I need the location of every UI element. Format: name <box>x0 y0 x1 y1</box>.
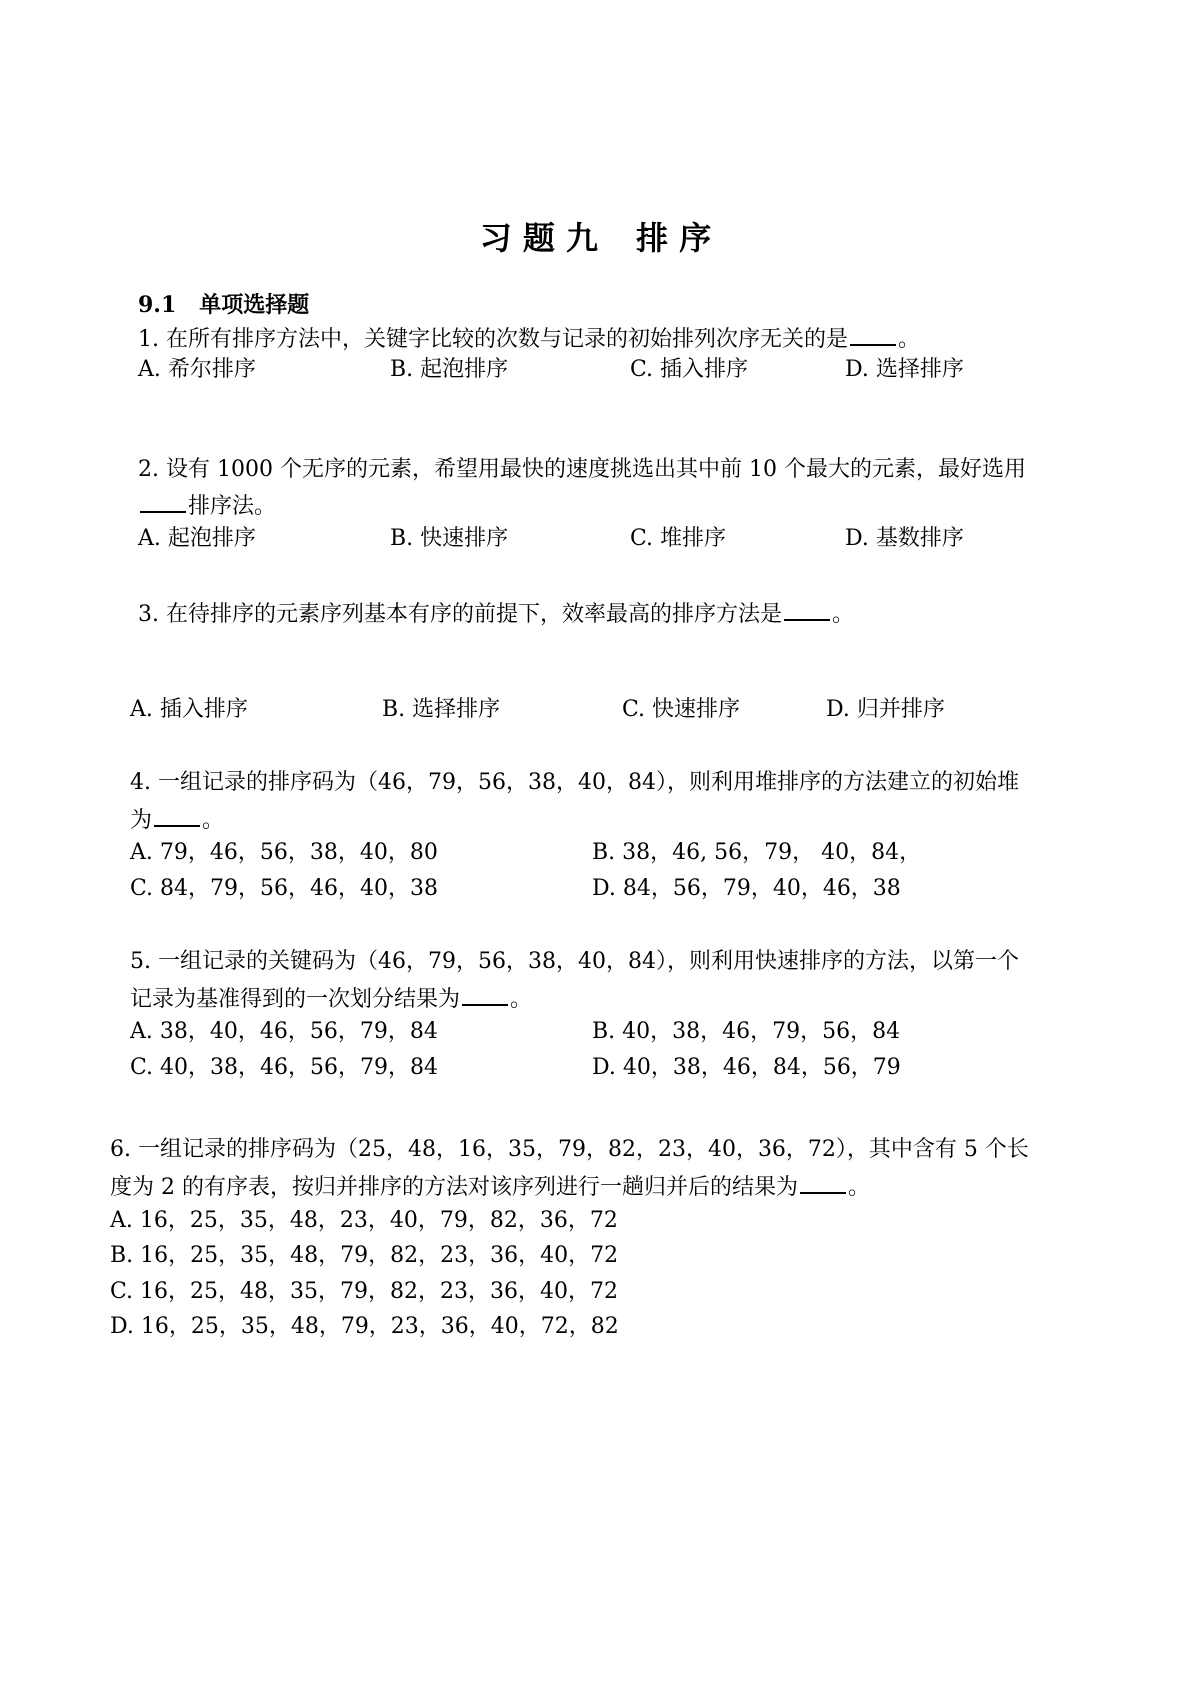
q5-blank <box>462 982 508 1006</box>
title-part-2: 排 序 <box>636 219 712 257</box>
q5-stem-line2 <box>130 982 532 1015</box>
q6-stem-line2 <box>110 1170 870 1203</box>
q1-stem-text: 1. 在所有排序方法中，关键字比较的次数与记录的初始排列次序无关的是 <box>138 327 848 352</box>
q1-stem <box>138 322 920 355</box>
q4-option-b: B. 38，46, 56，79， 40，84， <box>592 840 922 865</box>
q1-option-a: A. 希尔排序 <box>138 357 256 382</box>
q4-stem-line2 <box>130 803 224 836</box>
q5-option-d: D. 40，38，46，84，56，79 <box>592 1055 901 1080</box>
q1-blank <box>850 322 896 346</box>
q6-blank <box>800 1170 846 1194</box>
q3-stem-text: 3. 在待排序的元素序列基本有序的前提下，效率最高的排序方法是 <box>138 602 782 627</box>
q3-option-c: C. 快速排序 <box>622 697 741 722</box>
q2-option-d: D. 基数排序 <box>845 526 964 551</box>
q4-option-a: A. 79，46，56，38，40，80 <box>130 840 438 865</box>
q2-stem-line1: 2. 设有 1000 个无序的元素，希望用最快的速度挑选出其中前 10 个最大的元素，最好选用 <box>138 457 1026 482</box>
q2-option-b: B. 快速排序 <box>390 526 509 551</box>
q6-stem-line1: 6. 一组记录的排序码为（25，48，16，35，79，82，23，40，36，72），其中含有 5 个长 <box>110 1137 1029 1162</box>
section-heading <box>138 290 309 320</box>
q2-blank <box>140 489 186 513</box>
q3-option-a: A. 插入排序 <box>130 697 248 722</box>
q4-stem-line1: 4. 一组记录的排序码为（46，79，56，38，40，84），则利用堆排序的方法建立的初始堆 <box>130 770 1019 795</box>
q4-option-d: D. 84，56，79，40，46，38 <box>592 876 901 901</box>
q3-option-d: D. 归并排序 <box>826 697 945 722</box>
q4-stem-wei: 为 <box>130 808 153 833</box>
q2-stem-end: 排序法。 <box>188 494 277 519</box>
q3-stem-end: 。 <box>832 602 855 627</box>
q5-stem-text: 记录为基准得到的一次划分结果为 <box>130 987 461 1012</box>
q6-option-b: B. 16，25，35，48，79，82，23，36，40，72 <box>110 1243 619 1268</box>
q2-option-a: A. 起泡排序 <box>138 526 256 551</box>
q3-blank <box>784 597 830 621</box>
q1-option-b: B. 起泡排序 <box>390 357 509 382</box>
section-name: 单项选择题 <box>199 292 310 318</box>
q2-stem-line2 <box>138 489 276 522</box>
section-number: 9.1 <box>138 292 177 318</box>
q5-stem-line1: 5. 一组记录的关键码为（46，79，56，38，40，84），则利用快速排序的方法，以第一个 <box>130 949 1019 974</box>
q4-option-c: C. 84，79，56，46，40，38 <box>130 876 439 901</box>
q5-option-b: B. 40，38，46，79，56，84 <box>592 1019 901 1044</box>
q3-stem <box>138 597 854 630</box>
q1-option-d: D. 选择排序 <box>845 357 964 382</box>
q4-blank <box>154 803 200 827</box>
q3-option-b: B. 选择排序 <box>382 697 501 722</box>
q6-option-d: D. 16，25，35，48，79，23，36，40，72，82 <box>110 1314 619 1339</box>
q5-option-a: A. 38，40，46，56，79，84 <box>130 1019 438 1044</box>
q2-option-c: C. 堆排序 <box>630 526 727 551</box>
q5-option-c: C. 40，38，46，56，79，84 <box>130 1055 439 1080</box>
q6-stem-text: 度为 2 的有序表，按归并排序的方法对该序列进行一趟归并后的结果为 <box>110 1175 798 1200</box>
title-part-1: 习 题 九 <box>479 219 599 257</box>
q1-stem-end: 。 <box>898 327 921 352</box>
q6-option-c: C. 16，25，48，35，79，82，23，36，40，72 <box>110 1279 618 1304</box>
q6-stem-end: 。 <box>848 1175 871 1200</box>
q4-stem-end: 。 <box>202 808 225 833</box>
q6-option-a: A. 16，25，35，48，23，40，79，82，36，72 <box>110 1208 618 1233</box>
q5-stem-end: 。 <box>510 987 533 1012</box>
page-title <box>0 213 1191 259</box>
q1-option-c: C. 插入排序 <box>630 357 749 382</box>
